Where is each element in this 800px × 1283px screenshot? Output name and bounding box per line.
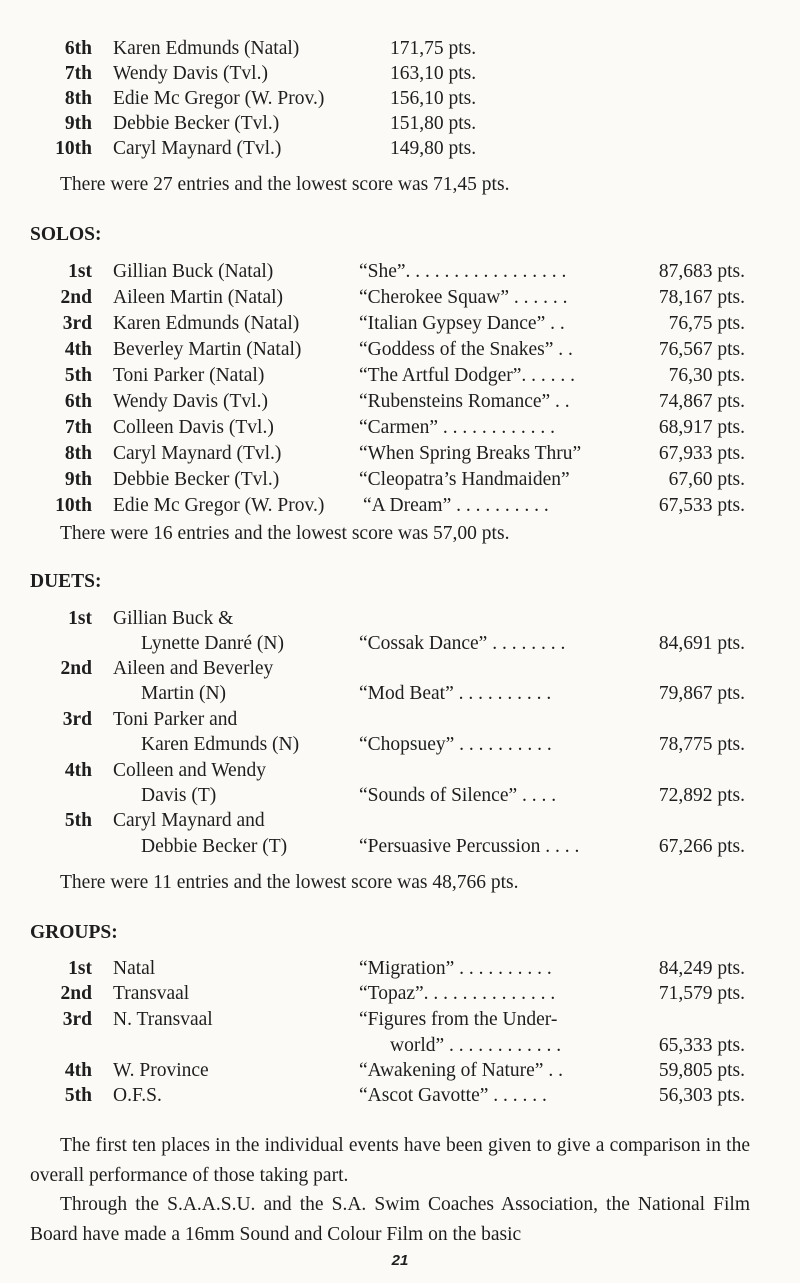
competitor-name: Wendy Davis (Tvl.) [113,391,268,412]
team-name: N. Transvaal [113,1009,213,1030]
result-row [0,337,800,363]
section-heading-solos: SOLOS: [30,224,102,245]
place-label: 1st [68,261,92,282]
competitor-name: Karen Edmunds (Natal) [113,313,300,334]
score: 156,10 pts. [390,88,477,109]
routine-title: “Cherokee Squaw” . . . . . . [359,287,568,308]
entries-summary: There were 11 entries and the lowest score was 48,766 pts. [60,872,519,893]
result-row [0,61,800,87]
body-paragraph: Through the S.A.A.S.U. and the S.A. Swim Coaches Association, the National Film Board have made a 16mm Sound and Colour Film on the basic [30,1194,750,1245]
competitor-name: Gillian Buck (Natal) [113,261,274,282]
place-label: 5th [64,810,92,831]
score: 67,533 pts. [658,495,745,516]
competitor-name-cont: Debbie Becker (T) [141,836,288,857]
routine-title-cont: world” . . . . . . . . . . . . [390,1035,562,1056]
place-label: 4th [64,339,92,360]
score: 67,60 pts. [668,469,745,490]
team-name: Transvaal [113,983,190,1004]
routine-title: “She”. . . . . . . . . . . . . . . . . [359,261,567,282]
result-row [0,111,800,137]
routine-title: “The Artful Dodger”. . . . . . [359,365,576,386]
score: 76,30 pts. [668,365,745,386]
competitor-name-cont: Davis (T) [141,785,217,806]
score: 78,167 pts. [658,287,745,308]
place-label: 5th [64,1085,92,1106]
competitor-name-cont: Martin (N) [141,683,227,704]
place-label: 4th [64,760,92,781]
result-row [0,441,800,467]
result-row [0,1058,800,1084]
body-paragraph: The first ten places in the individual events have been given to give a comparison in the overall performance of those taking part. [30,1135,750,1186]
score: 76,75 pts. [668,313,745,334]
score: 84,691 pts. [658,633,745,654]
place-label: 2nd [60,287,92,308]
competitor-name: Caryl Maynard and [113,810,265,831]
duet-row-line2 [0,681,800,707]
result-row [0,36,800,62]
competitor-name: Colleen Davis (Tvl.) [113,417,274,438]
competitor-name: Edie Mc Gregor (W. Prov.) [113,495,325,516]
score: 59,805 pts. [658,1060,745,1081]
team-name: Natal [113,958,156,979]
place-label: 4th [64,1060,92,1081]
duet-row-line1 [0,606,800,632]
place-label: 3rd [62,1009,92,1030]
place-label: 2nd [60,658,92,679]
competitor-name: Aileen Martin (Natal) [113,287,284,308]
routine-title: “Sounds of Silence” . . . . [359,785,557,806]
result-row [0,136,800,162]
duet-row-line2 [0,631,800,657]
result-row [0,285,800,311]
score: 56,303 pts. [658,1085,745,1106]
score: 74,867 pts. [658,391,745,412]
result-row [0,415,800,441]
routine-title: “Goddess of the Snakes” . . [359,339,573,360]
score: 67,266 pts. [658,836,745,857]
routine-title: “Awakening of Nature” . . [359,1060,563,1081]
routine-title: “Migration” . . . . . . . . . . [359,958,552,979]
duet-row-line1 [0,656,800,682]
competitor-name: Debbie Becker (Tvl.) [113,113,280,134]
entries-summary: There were 16 entries and the lowest score was 57,00 pts. [60,523,510,544]
result-row [0,956,800,982]
competitor-name: Caryl Maynard (Tvl.) [113,138,282,159]
score: 149,80 pts. [390,138,477,159]
score: 67,933 pts. [658,443,745,464]
result-row [0,259,800,285]
section-heading-groups: GROUPS: [30,922,118,943]
routine-title: “Italian Gypsey Dance” . . [359,313,565,334]
result-row [0,311,800,337]
place-label: 7th [64,63,92,84]
competitor-name: Wendy Davis (Tvl.) [113,63,268,84]
entries-summary: There were 27 entries and the lowest score was 71,45 pts. [60,174,510,195]
result-row [0,493,800,519]
competitor-name: Caryl Maynard (Tvl.) [113,443,282,464]
result-row [0,1007,800,1033]
score: 65,333 pts. [658,1035,745,1056]
place-label: 2nd [60,983,92,1004]
place-label: 6th [64,38,92,59]
place-label: 8th [64,443,92,464]
score: 163,10 pts. [390,63,477,84]
duet-row-line2 [0,783,800,809]
score: 87,683 pts. [658,261,745,282]
routine-title: “When Spring Breaks Thru” [359,443,582,464]
duet-row-line1 [0,707,800,733]
competitor-name: Beverley Martin (Natal) [113,339,302,360]
routine-title: “Figures from the Under- [359,1009,558,1030]
place-label: 5th [64,365,92,386]
place-label: 10th [55,138,92,159]
page-number: 21 [391,1252,409,1269]
duet-row-line1 [0,758,800,784]
place-label: 9th [64,469,92,490]
place-label: 9th [64,113,92,134]
place-label: 8th [64,88,92,109]
score: 68,917 pts. [658,417,745,438]
competitor-name: Debbie Becker (Tvl.) [113,469,280,490]
place-label: 1st [68,958,92,979]
score: 72,892 pts. [658,785,745,806]
result-row [0,981,800,1007]
competitor-name: Toni Parker (Natal) [113,365,265,386]
routine-title: “Mod Beat” . . . . . . . . . . [359,683,552,704]
score: 79,867 pts. [658,683,745,704]
score: 151,80 pts. [390,113,477,134]
competitor-name: Aileen and Beverley [113,658,274,679]
result-row [0,86,800,112]
routine-title: “Topaz”. . . . . . . . . . . . . . [359,983,556,1004]
routine-title: “Cleopatra’s Handmaiden” [359,469,570,490]
result-row [0,389,800,415]
score: 76,567 pts. [658,339,745,360]
team-name: W. Province [113,1060,209,1081]
score: 71,579 pts. [658,983,745,1004]
place-label: 6th [64,391,92,412]
result-row [0,363,800,389]
competitor-name: Edie Mc Gregor (W. Prov.) [113,88,325,109]
routine-title: “Ascot Gavotte” . . . . . . [359,1085,547,1106]
team-name: O.F.S. [113,1085,162,1106]
score: 84,249 pts. [658,958,745,979]
result-row [0,467,800,493]
place-label: 1st [68,608,92,629]
place-label: 7th [64,417,92,438]
section-heading-duets: DUETS: [30,571,102,592]
result-row [0,1083,800,1109]
place-label: 3rd [62,709,92,730]
competitor-name: Karen Edmunds (Natal) [113,38,300,59]
duet-row-line2 [0,732,800,758]
place-label: 3rd [62,313,92,334]
duet-row-line1 [0,808,800,834]
score: 171,75 pts. [390,38,477,59]
routine-title: “Cossak Dance” . . . . . . . . [359,633,566,654]
routine-title: “Rubensteins Romance” . . [359,391,570,412]
competitor-name: Toni Parker and [113,709,238,730]
competitor-name-cont: Lynette Danré (N) [141,633,284,654]
competitor-name-cont: Karen Edmunds (N) [141,734,300,755]
routine-title: “A Dream” . . . . . . . . . . [363,495,549,516]
routine-title: “Persuasive Percussion . . . . [359,836,580,857]
routine-title: “Carmen” . . . . . . . . . . . . [359,417,556,438]
routine-title: “Chopsuey” . . . . . . . . . . [359,734,552,755]
place-label: 10th [55,495,92,516]
score: 78,775 pts. [658,734,745,755]
duet-row-line2 [0,834,800,860]
competitor-name: Colleen and Wendy [113,760,266,781]
result-row-cont [0,1033,800,1059]
competitor-name: Gillian Buck & [113,608,234,629]
